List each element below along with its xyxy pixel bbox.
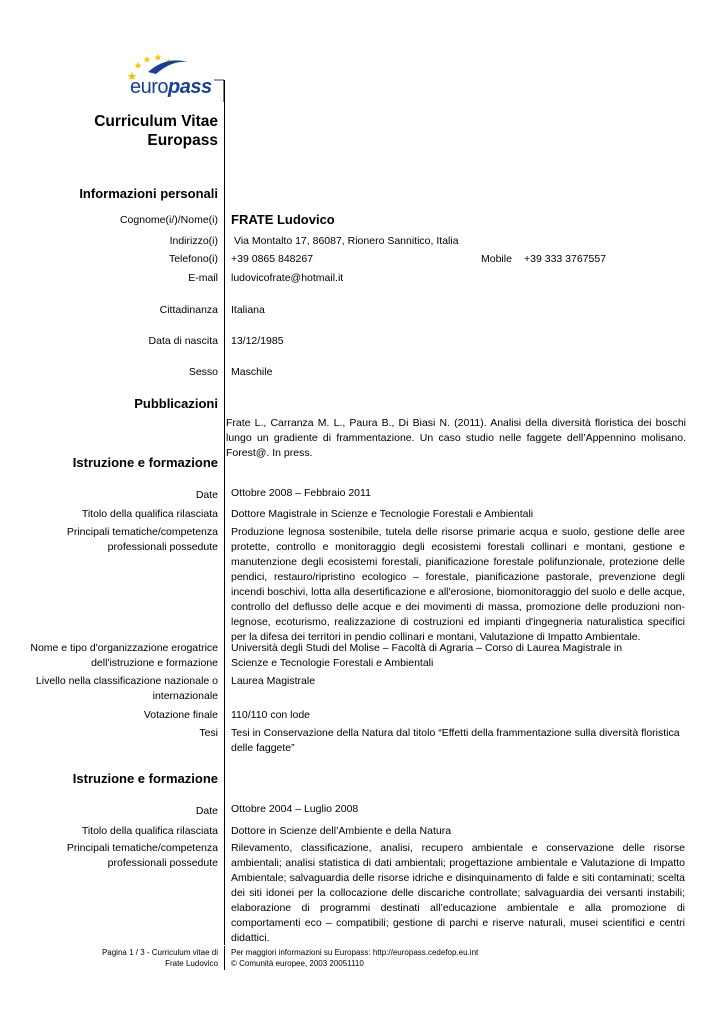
edu2-title-label: Titolo della qualifica rilasciata [81, 825, 218, 837]
birth-date-value: 13/12/1985 [231, 335, 284, 347]
footer-info [231, 947, 478, 969]
publications-text: Frate L., Carranza M. L., Paura B., Di Biasi N. (2011). Analisi della diversità floristica dei boschi lungo un gradiente di frammentazione. Un caso studio nelle faggete dell’Appennino molisano. Forest@. In press. [226, 417, 686, 459]
sex-value: Maschile [231, 366, 273, 378]
mobile-label: Mobile [481, 253, 512, 265]
edu1-org-value: Università degli Studi del Molise – Facoltà di Agraria – Corso di Laurea Magistrale in Scienze e Tecnologie Forestali e Ambientali [231, 642, 623, 669]
europass-logo [118, 50, 228, 102]
email-value: ludovicofrate@hotmail.it [231, 272, 344, 284]
footer-left-line-1: Pagina 1 / 3 - Curriculum vitae di [101, 948, 218, 957]
edu1-date-label: Date [195, 489, 218, 501]
edu1-title-label: Titolo della qualifica rilasciata [81, 508, 218, 520]
page-title [94, 112, 218, 150]
footer-left-line-2: Frate Ludovico [165, 959, 218, 968]
edu1-skills-value: Produzione legnosa sostenibile, tutela delle risorse primarie acqua e suolo, gestione delle aree protette, controllo e monitoraggio degli ecosistemi forestali collinari e montani, gestione e manutenzione degli ecosistemi forestali, pianificazione forestale polifunzionale, protezione delle pendici, restauro/ripristino ecologico – forestale, pianificazione pastorale, prevenzione degli incendi boschivi, lotta alla desertificazione e all'erosione, biomonitoraggio del suolo e delle acque, controllo del deflusso delle acque e dei movimenti di massa, promozione delle produzioni non-legnose, ecoturismo, realizzazione di costruzioni ed impianti d'ingegneria naturalistica specifici per la difesa dei territori in pendio collinari e montani, Valutazione di Impatto Ambientale. [231, 526, 685, 643]
name-label: Cognome(i/)/Nome(i) [119, 214, 218, 226]
edu1-skills-label: Principali tematiche/competenza professionali possedute [66, 526, 218, 553]
section-publications: Pubblicazioni [134, 396, 218, 411]
footer-right-line-1: Per maggiori informazioni su Europass: http://europass.cedefop.eu.int [231, 948, 479, 957]
mobile-value: +39 333 3767557 [524, 253, 607, 265]
edu1-level-label: Livello nella classificazione nazionale o internazionale [35, 675, 218, 702]
email-label: E-mail [188, 272, 218, 284]
footer-divider-line [224, 946, 225, 970]
edu1-thesis-value: Tesi in Conservazione della Natura dal titolo “Effetti della frammentazione sulla diversità floristica delle faggete” [231, 727, 680, 754]
citizenship-value: Italiana [231, 304, 265, 316]
edu2-skills-value: Rilevamento, classificazione, analisi, recupero ambientale e conservazione delle risorse ambientali; analisi statistica di dati ambientali; progettazione ambientale e Valutazione di Impatto Ambientale; salvaguardia delle risorse idriche e disinquinamento di falde e siti contaminati; scelta dei siti idonei per la collocazione delle discariche controllate; salvaguardia dei versanti instabili; elaborazione di programmi destinati all’educazione ambientale e alla promozione di comportamenti eco – compatibili; gestione di parchi e riserve naturali, musei scientifici e centri didattici. [231, 842, 685, 944]
footer-right-line-2: © Comunità europee, 2003 20051110 [231, 959, 364, 968]
edu1-org-label: Nome e tipo d'organizzazione erogatrice dell'istruzione e formazione [30, 642, 218, 669]
edu1-date-value: Ottobre 2008 – Febbraio 2011 [231, 487, 371, 499]
section-education-2: Istruzione e formazione [72, 771, 218, 786]
section-personal-info: Informazioni personali [79, 186, 218, 201]
logo-text-pass: pass [168, 76, 212, 98]
logo-text-euro: euro [130, 76, 169, 98]
edu1-title-value: Dottore Magistrale in Scienze e Tecnologie Forestali e Ambientali [231, 508, 534, 520]
edu1-grade-value: 110/110 con lode [231, 709, 311, 721]
edu2-date-label: Date [195, 805, 218, 817]
birth-date-label: Data di nascita [148, 335, 218, 347]
edu2-skills-label: Principali tematiche/competenza professionali possedute [66, 842, 218, 869]
edu2-title-value: Dottore in Scienze dell’Ambiente e della Natura [231, 825, 452, 837]
edu1-level-value: Laurea Magistrale [231, 675, 316, 687]
address-value: Via Montalto 17, 86087, Rionero Sannitico, Italia [234, 235, 459, 247]
sex-label: Sesso [188, 366, 218, 378]
title-line-1: Curriculum Vitae [94, 113, 218, 130]
citizenship-label: Cittadinanza [159, 304, 218, 316]
europass-logo-text [130, 76, 212, 99]
edu1-grade-label: Votazione finale [143, 709, 218, 721]
footer-page-info [102, 947, 218, 969]
name-value: FRATE Ludovico [231, 212, 335, 227]
phone-value: +39 0865 848267 [231, 253, 314, 265]
title-line-2: Europass [147, 132, 218, 149]
address-label: Indirizzo(i) [169, 235, 218, 247]
edu1-thesis-label: Tesi [199, 727, 218, 739]
divider-line [224, 80, 225, 945]
edu2-date-value: Ottobre 2004 – Luglio 2008 [231, 803, 359, 815]
section-education-1: Istruzione e formazione [72, 455, 218, 470]
phone-label: Telefono(i) [168, 253, 218, 265]
